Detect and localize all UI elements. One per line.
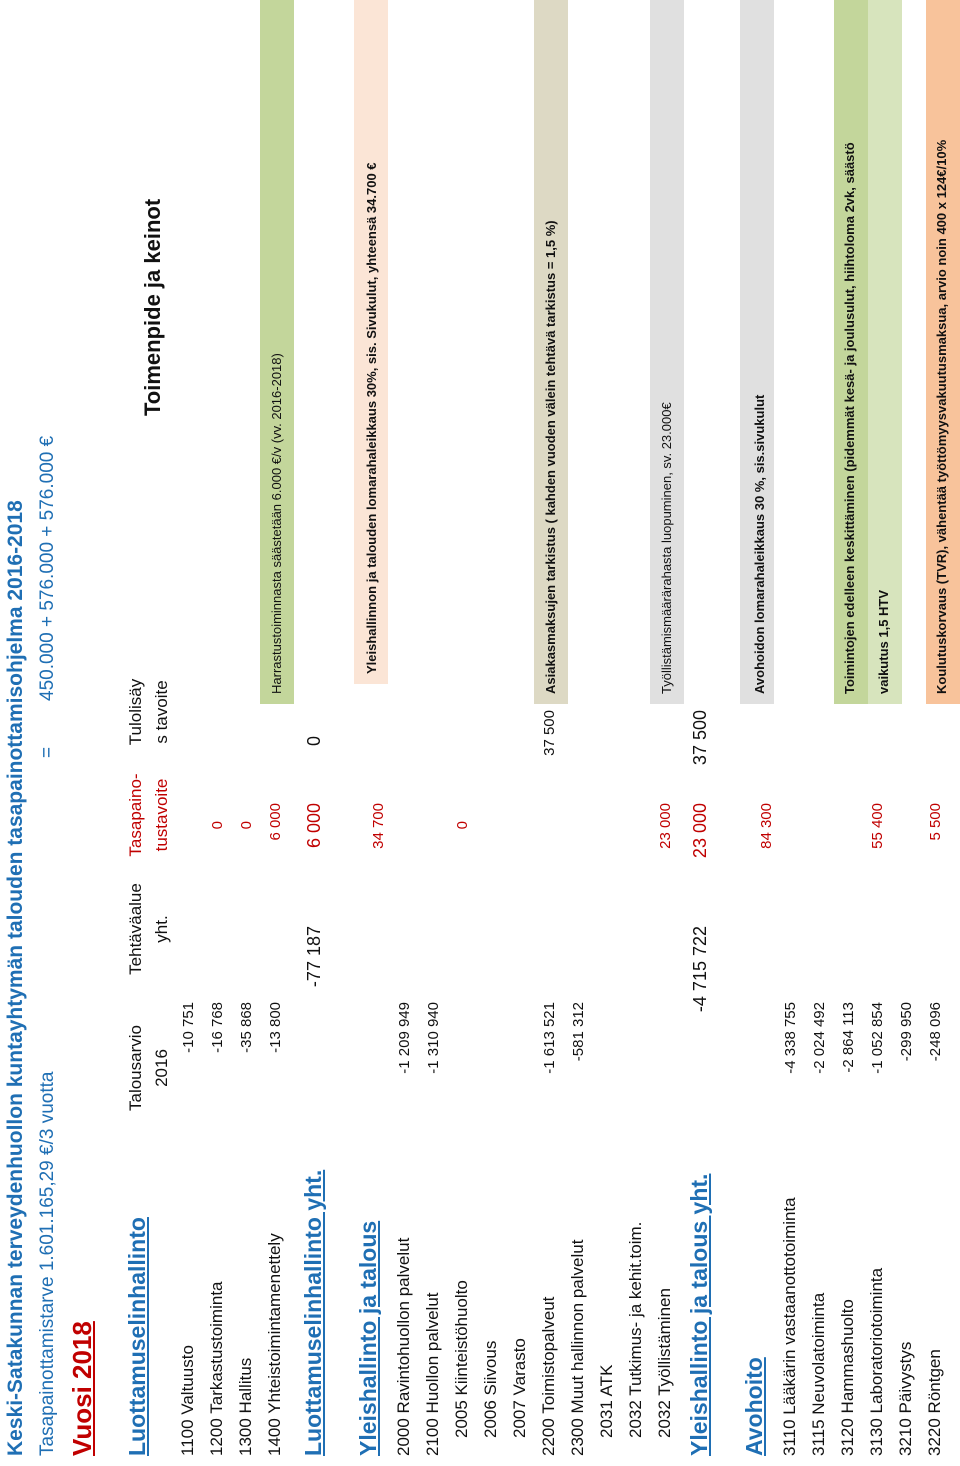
row-budget: -35 868	[238, 1002, 255, 1053]
balancing-formula: 450.000 + 576.000 + 576.000 €	[37, 435, 58, 701]
section-title-avohoito: Avohoito	[741, 1357, 767, 1456]
row-balance: 0	[454, 821, 471, 830]
row-label: 2000 Ravintohuollon palvelut	[394, 1237, 413, 1456]
row-label: 3120 Hammashuolto	[838, 1299, 857, 1456]
section-title-yleis: Yleishallinto ja talous	[355, 1220, 381, 1456]
row-label: 2032 Tutkimus- ja kehit.toim.	[626, 1221, 645, 1438]
section-total-balance: 23 000	[690, 803, 710, 859]
row-budget: -581 312	[570, 1002, 587, 1062]
row-balance: 0	[209, 821, 226, 830]
section-total: -77 187	[304, 926, 324, 988]
document-title: Keski-Satakunnan terveydenhuollon kuntayhtymän talouden tasapainottamisohjelma 2016-2018	[4, 500, 27, 1456]
section-total-balance: 6 000	[304, 803, 324, 849]
row-balance: 23 000	[657, 803, 674, 849]
row-note: Koulutuskorvaus (TVR), vähentää työttömyysvakuutusmaksua, arvio noin 400 x 124€/10%	[934, 139, 949, 694]
row-balance: 34 700	[370, 803, 387, 849]
row-label: 2300 Muut hallinnon palvelut	[568, 1239, 587, 1456]
header-measures: Toimenpide ja keinot	[140, 198, 165, 416]
row-budget: -1 613 521	[541, 1002, 558, 1074]
row-budget: -4 338 755	[782, 1002, 799, 1074]
row-label: 1200 Tarkastustoiminta	[207, 1281, 226, 1456]
row-note: vaikutus 1,5 HTV	[876, 589, 891, 694]
row-balance: 84 300	[758, 803, 775, 849]
year-title: Vuosi 2018	[67, 1321, 97, 1456]
row-budget: -1 052 854	[869, 1002, 886, 1074]
row-balance: 55 400	[869, 803, 886, 849]
row-budget: -2 864 113	[840, 1002, 857, 1073]
row-budget: -10 751	[180, 1002, 197, 1053]
row-label: 2100 Huollon palvelut	[423, 1292, 442, 1456]
row-label: 2032 Työllistäminen	[655, 1288, 674, 1438]
row-budget: -1 209 949	[396, 1002, 413, 1074]
row-balance: 6 000	[267, 803, 284, 841]
row-label: 2031 ATK	[597, 1364, 616, 1438]
section-total-label: Luottamuselinhallinto yht.	[300, 1169, 326, 1456]
row-income: 37 500	[541, 710, 558, 756]
row-label: 1400 Yhteistoimintamenettely	[265, 1233, 284, 1456]
section-title-luottamus: Luottamuselinhallinto	[124, 1217, 150, 1456]
row-label: 3210 Päivystys	[896, 1341, 915, 1456]
section-total-income: 37 500	[690, 710, 710, 766]
section-total: -4 715 722	[690, 926, 710, 1013]
row-budget: -2 024 492	[811, 1002, 828, 1074]
row-budget: -299 950	[898, 1002, 915, 1062]
row-label: 2200 Toimistopalveut	[539, 1296, 558, 1456]
row-note: Yleishallinnon ja talouden lomarahaleikkaus 30%, sis. Sivukulut, yhteensä 34.700 €	[364, 162, 379, 674]
header-balance-target: Tasapaino- tustavoite	[126, 773, 171, 857]
row-label: 1300 Hallitus	[236, 1357, 255, 1456]
row-note: Työllistämismäärärahasta luopuminen, sv. 23.000€	[659, 402, 674, 694]
header-income-target: Tulolisäy s tavoite	[126, 678, 171, 746]
row-balance: 5 500	[927, 803, 944, 841]
row-label: 2007 Varasto	[510, 1338, 529, 1438]
row-label: 3115 Neuvolatoiminta	[809, 1292, 828, 1456]
section-total-label: Yleishallinto ja talous yht.	[686, 1173, 712, 1456]
row-label: 3110 Lääkärin vastaanottotoiminta	[780, 1197, 799, 1456]
row-label: 1100 Valtuusto	[178, 1345, 197, 1456]
row-label: 2006 Siivous	[481, 1340, 500, 1438]
section-total-income: 0	[304, 736, 324, 747]
row-note: Avohoidon lomarahaleikkaus 30 %, sis.sivukulut	[752, 394, 767, 694]
row-budget: -16 768	[209, 1002, 226, 1053]
row-note: Harrastustoiminnasta säästetään 6.000 €/v (vv. 2016-2018)	[269, 353, 284, 694]
row-label: 3130 Laboratoriotoiminta	[867, 1267, 886, 1456]
equals-sign: =	[37, 746, 58, 758]
row-label: 3220 Röntgen	[925, 1349, 944, 1456]
row-balance: 0	[238, 821, 255, 830]
row-note: Toimintojen edelleen keskittäminen (pidemmät kesä- ja joulusulut, hiihtoloma 2vk, säästö	[842, 142, 857, 694]
row-budget: -13 800	[267, 1002, 284, 1053]
row-label: 2005 Kiinteistöhuolto	[452, 1280, 471, 1438]
row-note: Asiakasmaksujen tarkistus ( kahden vuoden välein tehtävä tarkistus = 1,5 %)	[543, 220, 558, 694]
row-budget: -248 096	[927, 1002, 944, 1062]
header-budget: Talousarvio 2016	[126, 1025, 171, 1111]
row-budget: -1 310 940	[425, 1002, 442, 1074]
balancing-need: Tasapainottamistarve 1.601.165,29 €/3 vuotta	[37, 1071, 58, 1456]
header-task-area: Tehtäväalue yht.	[126, 883, 171, 975]
